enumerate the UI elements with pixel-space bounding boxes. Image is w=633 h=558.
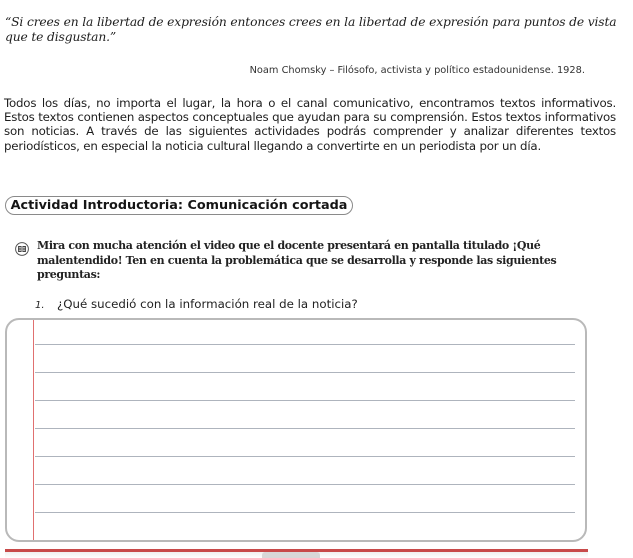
instruction-text: Mira con mucha atención el video que el docente presentará en pantalla titulado ¡Qué malentendido! Ten en cuenta la problemática que se desarrolla y responde las siguientes preguntas: (37, 239, 557, 281)
quote-text: “Si crees en la libertad de expresión entonces crees en la libertad de expresión para puntos de vista que te disgustan.” (5, 15, 617, 44)
page-footer-tab (262, 552, 320, 558)
answer-writing-area[interactable] (5, 318, 587, 542)
answer-line (35, 512, 575, 513)
answer-line (35, 484, 575, 485)
margin-line (33, 320, 34, 540)
intro-paragraph: Todos los días, no importa el lugar, la hora o el canal comunicativo, encontramos textos informativos. Estos textos contienen aspectos conceptuales que ayudan para su comprensión. Estos textos informativos son noticias. A través de las siguientes actividades podrás comprender y analizar diferentes textos periodísticos, en especial la noticia cultural llegando a convertirte en un periodista por un día. (4, 96, 616, 153)
activity-title-banner (5, 196, 353, 215)
question-number: 1. (35, 300, 45, 311)
question-1 (35, 297, 575, 311)
activity-title: Actividad Introductoria: Comunicación cortada (10, 198, 348, 213)
question-text: ¿Qué sucedió con la información real de la noticia? (57, 297, 358, 311)
answer-line (35, 428, 575, 429)
answer-line (35, 456, 575, 457)
answer-line (35, 400, 575, 401)
quote-attribution: Noam Chomsky – Filósofo, activista y político estadounidense. 1928. (249, 65, 585, 76)
video-board-icon (15, 242, 29, 256)
answer-line (35, 372, 575, 373)
answer-line (35, 344, 575, 345)
